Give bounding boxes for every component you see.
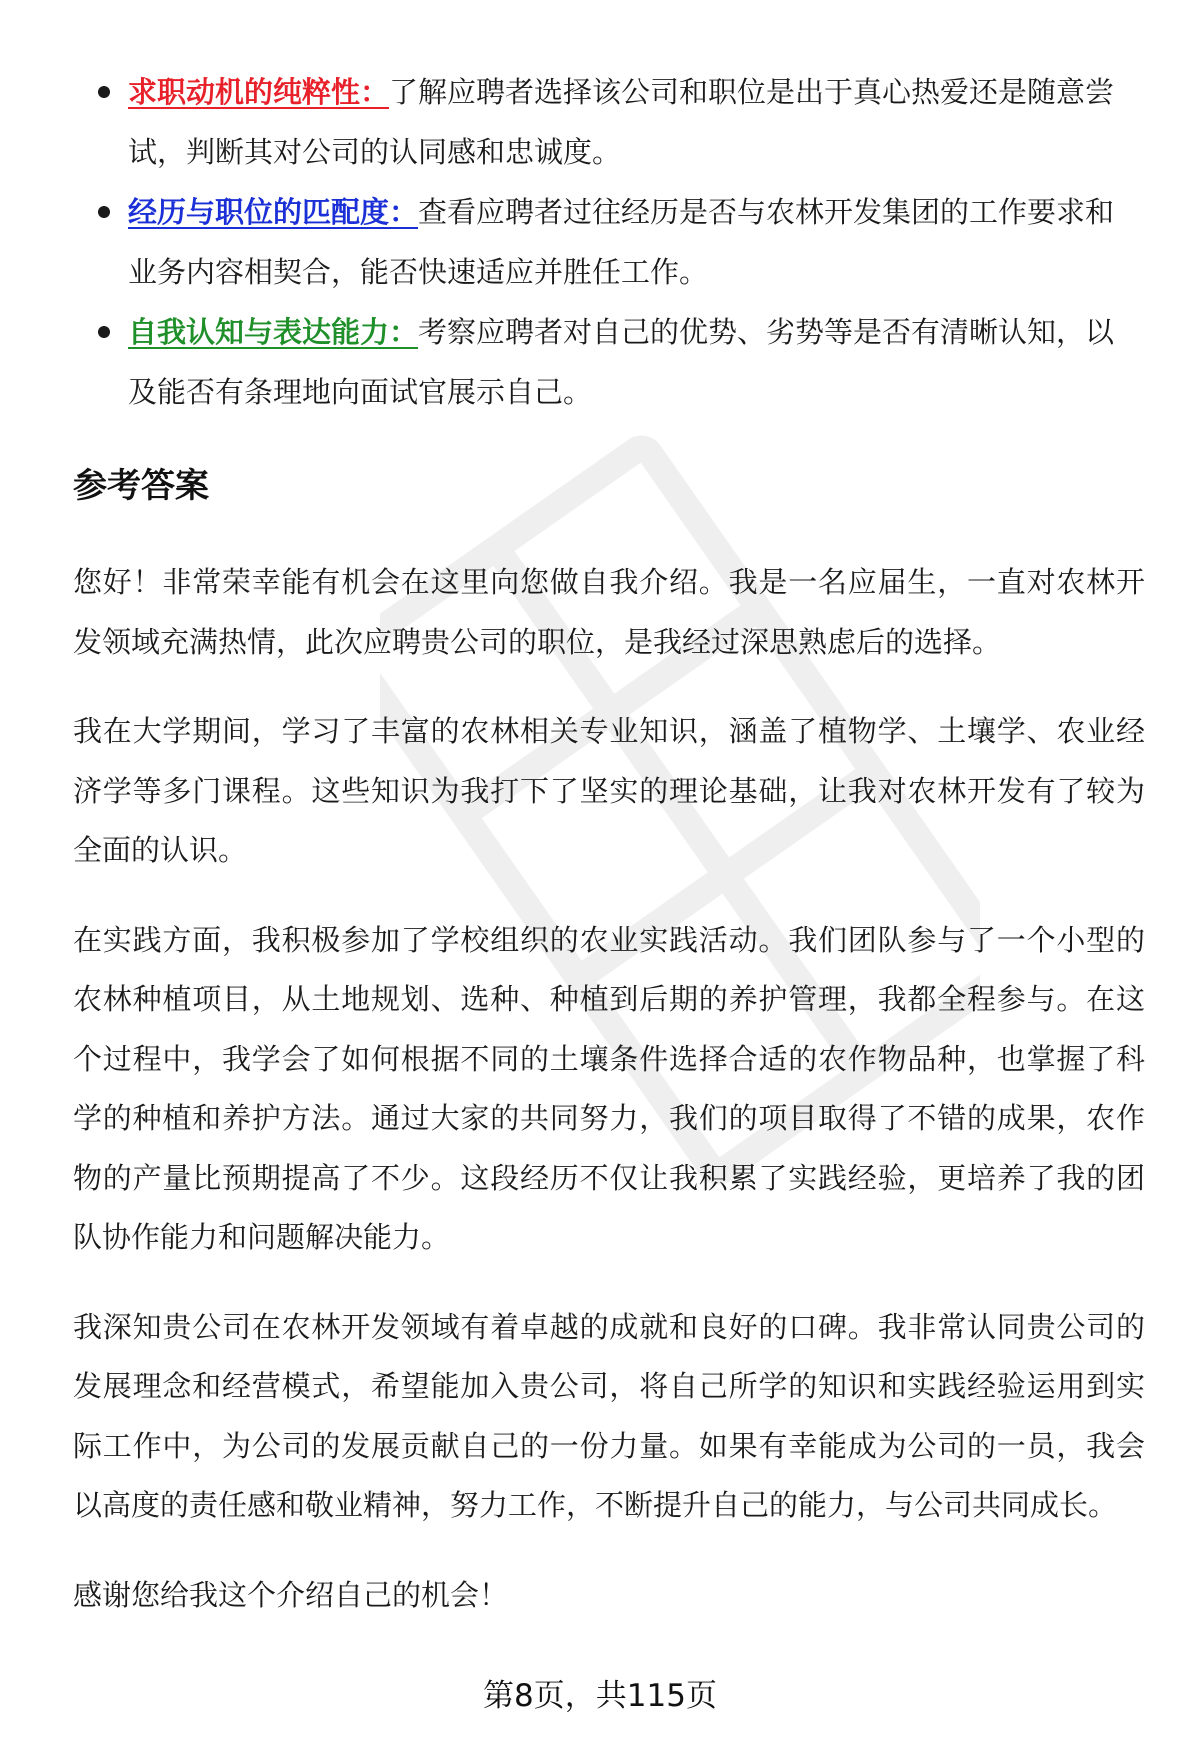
criteria-item — [92, 302, 1142, 422]
answer-paragraph: 我在大学期间，学习了丰富的农林相关专业知识，涵盖了植物学、土壤学、农业经济学等多门课程。这些知识为我打下了坚实的理论基础，让我对农林开发有了较为全面的认识。 — [73, 714, 1145, 867]
page-number: 第8页，共115页 — [483, 1678, 717, 1714]
criteria-item — [92, 182, 1142, 302]
criteria-key: 经历与职位的匹配度： — [128, 195, 419, 229]
criteria-list — [92, 62, 1142, 422]
bullet-dot-icon — [98, 86, 110, 98]
criteria-text: 查看应聘者过往经历是否与农林开发集团的工作要求和业务内容相契合，能否快速适应并胜任工作。 — [128, 195, 1115, 289]
criteria-key: 自我认知与表达能力： — [128, 315, 419, 349]
section-title: 参考答案 — [73, 466, 209, 506]
criteria-text: 了解应聘者选择该公司和职位是出于真心热爱还是随意尝试，判断其对公司的认同感和忠诚度。 — [128, 75, 1115, 169]
criteria-item — [92, 62, 1142, 182]
criteria-key: 求职动机的纯粹性： — [128, 75, 390, 109]
criteria-text: 考察应聘者对自己的优势、劣势等是否有清晰认知，以及能否有条理地向面试官展示自己。 — [128, 315, 1115, 409]
bullet-dot-icon — [98, 206, 110, 218]
answer-paragraph: 我深知贵公司在农林开发领域有着卓越的成就和良好的口碑。我非常认同贵公司的发展理念和经营模式，希望能加入贵公司，将自己所学的知识和实践经验运用到实际工作中，为公司的发展贡献自己的一份力量。如果有幸能成为公司的一员，我会以高度的责任感和敬业精神，努力工作，不断提升自己的能力，与公司共同成长。 — [73, 1309, 1145, 1522]
answer-paragraph: 感谢您给我这个介绍自己的机会！ — [73, 1577, 509, 1612]
answer-paragraph: 在实践方面，我积极参加了学校组织的农业实践活动。我们团队参与了一个小型的农林种植项目，从土地规划、选种、种植到后期的养护管理，我都全程参与。在这个过程中，我学会了如何根据不同的土壤条件选择合适的农作物品种，也掌握了科学的种植和养护方法。通过大家的共同努力，我们的项目取得了不错的成果，农作物的产量比预期提高了不少。这段经历不仅让我积累了实践经验，更培养了我的团队协作能力和问题解决能力。 — [73, 922, 1145, 1254]
bullet-dot-icon — [98, 326, 110, 338]
answer-body — [73, 553, 1145, 1655]
answer-paragraph: 您好！非常荣幸能有机会在这里向您做自我介绍。我是一名应届生，一直对农林开发领域充满热情，此次应聘贵公司的职位，是我经过深思熟虑后的选择。 — [73, 565, 1145, 659]
